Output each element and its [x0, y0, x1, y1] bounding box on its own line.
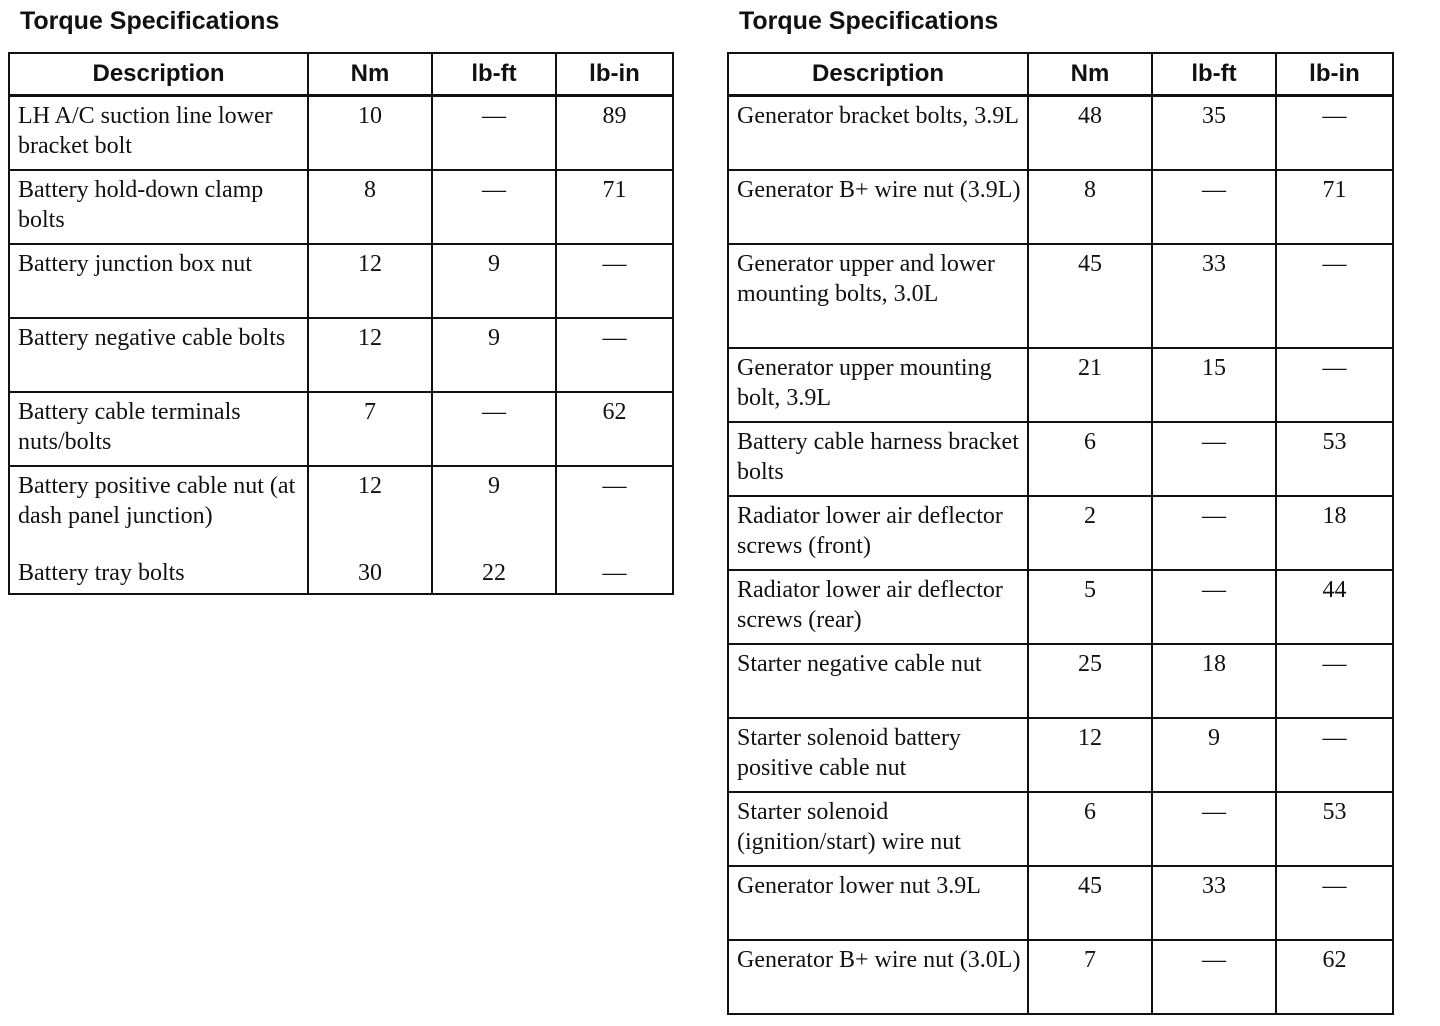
lb-in-cell: 71 [1276, 170, 1393, 244]
table-row [728, 644, 1393, 718]
lb-in-cell: — [1276, 718, 1393, 792]
lb-in-cell: — [1276, 244, 1393, 348]
header-description: Description [9, 53, 308, 96]
lb-ft-cell: — [432, 96, 556, 170]
description-cell: Battery cable terminals nuts/bolts [9, 392, 308, 466]
nm-cell: 12 [308, 318, 432, 392]
lb-ft-cell: — [1152, 496, 1276, 570]
right-torque-panel [727, 0, 1397, 1015]
nm-cell: 45 [1028, 244, 1152, 348]
lb-ft-cell: 35 [1152, 96, 1276, 170]
lb-ft-cell: 18 [1152, 644, 1276, 718]
lb-ft-cell: 33 [1152, 244, 1276, 348]
lb-in-cell: 71 [556, 170, 673, 244]
lb-ft-cell: 9 [432, 466, 556, 558]
table-row [728, 792, 1393, 866]
nm-cell: 8 [1028, 170, 1152, 244]
description-cell: Generator B+ wire nut (3.9L) [728, 170, 1028, 244]
description-cell: Generator B+ wire nut (3.0L) [728, 940, 1028, 1014]
nm-cell: 6 [1028, 422, 1152, 496]
lb-in-cell: 62 [1276, 940, 1393, 1014]
nm-cell: 25 [1028, 644, 1152, 718]
table-row [728, 170, 1393, 244]
description-cell: Generator upper and lower mounting bolts, 3.0L [728, 244, 1028, 348]
nm-cell: 48 [1028, 96, 1152, 170]
header-lb-ft: lb-ft [432, 53, 556, 96]
lb-in-cell: 53 [1276, 792, 1393, 866]
nm-cell: 7 [1028, 940, 1152, 1014]
table-header-row [728, 53, 1393, 96]
header-lb-ft: lb-ft [1152, 53, 1276, 96]
table-row [9, 392, 673, 466]
nm-cell: 8 [308, 170, 432, 244]
table-row [728, 96, 1393, 170]
nm-cell: 45 [1028, 866, 1152, 940]
left-torque-panel [8, 0, 676, 595]
table-header-row [9, 53, 673, 96]
table-row [9, 170, 673, 244]
lb-ft-cell: — [1152, 170, 1276, 244]
nm-cell: 30 [308, 558, 432, 594]
lb-in-cell: — [1276, 866, 1393, 940]
nm-cell: 21 [1028, 348, 1152, 422]
nm-cell: 2 [1028, 496, 1152, 570]
nm-cell: 12 [1028, 718, 1152, 792]
table-row [9, 318, 673, 392]
lb-ft-cell: 33 [1152, 866, 1276, 940]
description-cell: LH A/C suction line lower bracket bolt [9, 96, 308, 170]
lb-ft-cell: — [1152, 792, 1276, 866]
left-table-title: Torque Specifications [20, 7, 280, 35]
lb-ft-cell: 9 [432, 244, 556, 318]
description-cell: Starter solenoid (ignition/start) wire nut [728, 792, 1028, 866]
right-table-title: Torque Specifications [739, 7, 999, 35]
description-cell: Starter solenoid battery positive cable nut [728, 718, 1028, 792]
lb-ft-cell: 22 [432, 558, 556, 594]
lb-ft-cell: 9 [1152, 718, 1276, 792]
table-row [728, 866, 1393, 940]
lb-in-cell: — [556, 558, 673, 594]
description-cell: Battery cable harness bracket bolts [728, 422, 1028, 496]
table-row [728, 718, 1393, 792]
lb-ft-cell: — [432, 170, 556, 244]
lb-in-cell: 18 [1276, 496, 1393, 570]
table-row [9, 558, 673, 594]
header-nm: Nm [1028, 53, 1152, 96]
header-nm: Nm [308, 53, 432, 96]
lb-in-cell: — [1276, 348, 1393, 422]
table-row [728, 348, 1393, 422]
description-cell: Generator bracket bolts, 3.9L [728, 96, 1028, 170]
lb-ft-cell: — [432, 392, 556, 466]
header-description: Description [728, 53, 1028, 96]
lb-in-cell: — [556, 318, 673, 392]
header-lb-in: lb-in [556, 53, 673, 96]
nm-cell: 5 [1028, 570, 1152, 644]
lb-ft-cell: — [1152, 570, 1276, 644]
nm-cell: 6 [1028, 792, 1152, 866]
lb-ft-cell: 15 [1152, 348, 1276, 422]
header-lb-in: lb-in [1276, 53, 1393, 96]
description-cell: Radiator lower air deflector screws (front) [728, 496, 1028, 570]
lb-in-cell: — [1276, 96, 1393, 170]
table-row [728, 244, 1393, 348]
description-cell: Battery junction box nut [9, 244, 308, 318]
description-cell: Generator lower nut 3.9L [728, 866, 1028, 940]
nm-cell: 10 [308, 96, 432, 170]
lb-in-cell: — [556, 466, 673, 558]
nm-cell: 12 [308, 466, 432, 558]
lb-ft-cell: 9 [432, 318, 556, 392]
table-row [728, 422, 1393, 496]
lb-in-cell: 62 [556, 392, 673, 466]
table-row [728, 496, 1393, 570]
lb-in-cell: 53 [1276, 422, 1393, 496]
description-cell: Starter negative cable nut [728, 644, 1028, 718]
table-row [9, 466, 673, 558]
table-row [9, 96, 673, 170]
lb-in-cell: 89 [556, 96, 673, 170]
description-cell: Generator upper mounting bolt, 3.9L [728, 348, 1028, 422]
description-cell: Battery positive cable nut (at dash panel junction) [9, 466, 308, 558]
lb-in-cell: — [1276, 644, 1393, 718]
lb-in-cell: — [556, 244, 673, 318]
table-row [9, 244, 673, 318]
description-cell: Battery hold-down clamp bolts [9, 170, 308, 244]
lb-in-cell: 44 [1276, 570, 1393, 644]
description-cell: Battery tray bolts [9, 558, 308, 594]
description-cell: Radiator lower air deflector screws (rear) [728, 570, 1028, 644]
table-row [728, 940, 1393, 1014]
lb-ft-cell: — [1152, 422, 1276, 496]
nm-cell: 7 [308, 392, 432, 466]
description-cell: Battery negative cable bolts [9, 318, 308, 392]
table-row [728, 570, 1393, 644]
lb-ft-cell: — [1152, 940, 1276, 1014]
left-torque-table [8, 52, 674, 595]
nm-cell: 12 [308, 244, 432, 318]
right-torque-table [727, 52, 1394, 1015]
